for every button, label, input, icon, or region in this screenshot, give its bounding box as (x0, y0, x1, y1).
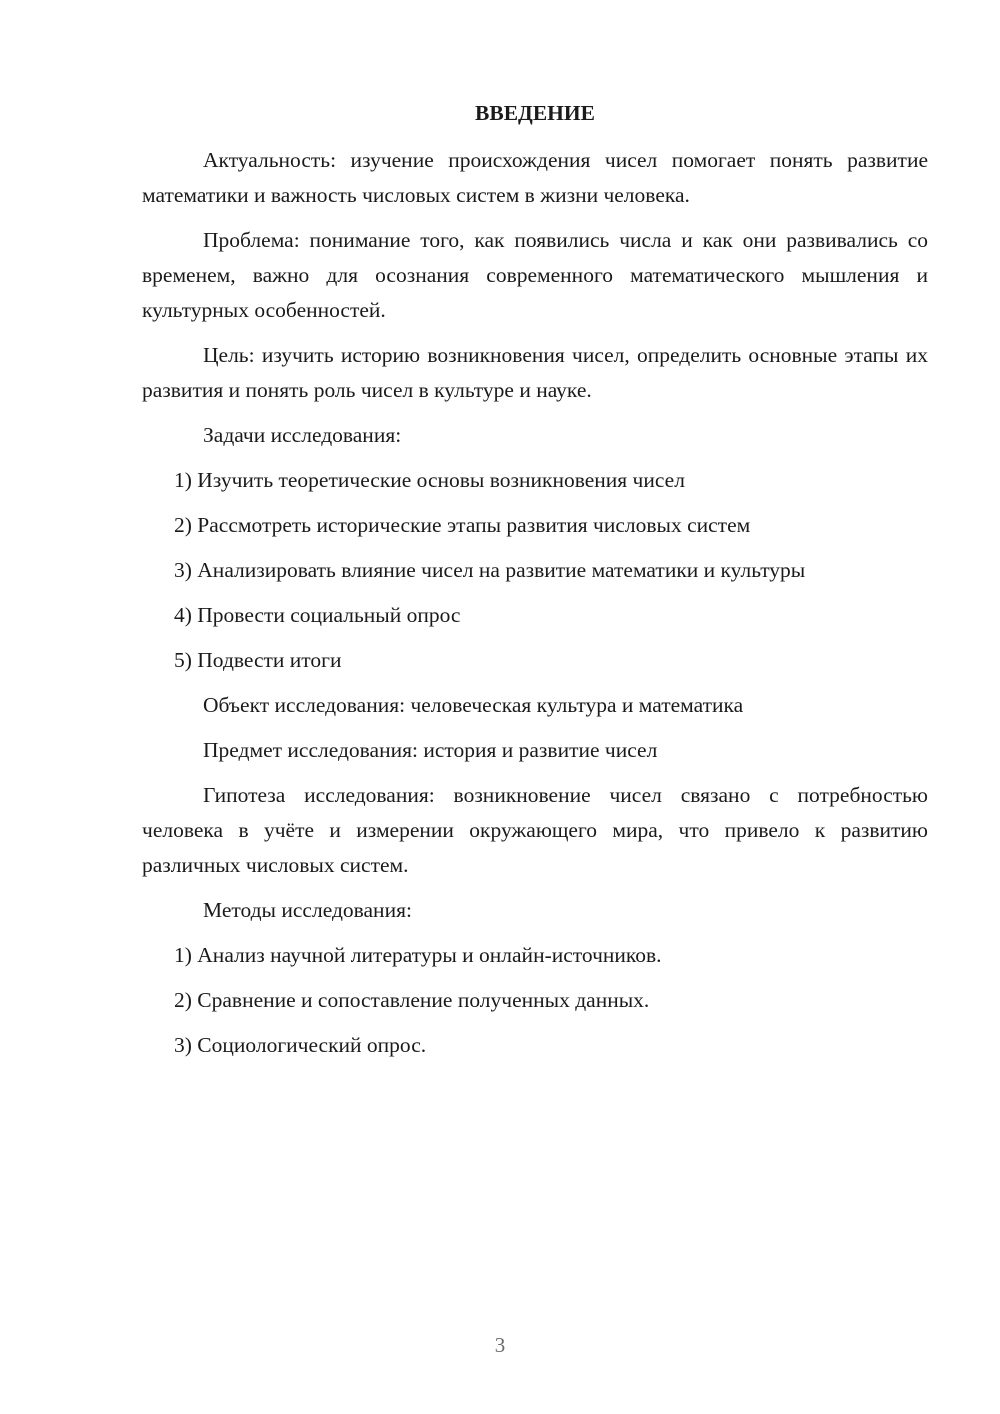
relevance-paragraph: Актуальность: изучение происхождения чисел помогает понять развитие математики и важность числовых систем в жизни человека. (142, 148, 928, 207)
hypothesis-paragraph: Гипотеза исследования: возникновение чисел связано с потребностью человека в учёте и измерении окружающего мира, что привело к развитию различных числовых систем. (142, 783, 928, 877)
problem-paragraph: Проблема: понимание того, как появились числа и как они развивались со временем, важно для осознания современного математического мышления и культурных особенностей. (142, 228, 928, 322)
object-paragraph: Объект исследования: человеческая культура и математика (203, 693, 744, 717)
method-item-3: 3) Социологический опрос. (174, 1033, 427, 1057)
task-item-1: 1) Изучить теоретические основы возникновения чисел (174, 468, 685, 492)
task-item-2: 2) Рассмотреть исторические этапы развития числовых систем (174, 513, 751, 537)
subject-paragraph: Предмет исследования: история и развитие чисел (203, 738, 658, 762)
task-item-3: 3) Анализировать влияние чисел на развитие математики и культуры (174, 558, 806, 582)
method-item-2: 2) Сравнение и сопоставление полученных данных. (174, 988, 650, 1012)
method-item-1: 1) Анализ научной литературы и онлайн-источников. (174, 943, 662, 967)
task-item-5: 5) Подвести итоги (174, 648, 342, 672)
tasks-heading: Задачи исследования: (203, 423, 402, 447)
section-title: ВВЕДЕНИЕ (475, 101, 595, 125)
page-number: 3 (494, 1333, 506, 1357)
goal-paragraph: Цель: изучить историю возникновения чисел, определить основные этапы их развития и понять роль чисел в культуре и науке. (142, 343, 928, 402)
document-page (142, 96, 928, 1073)
methods-heading: Методы исследования: (203, 898, 412, 922)
task-item-4: 4) Провести социальный опрос (174, 603, 461, 627)
